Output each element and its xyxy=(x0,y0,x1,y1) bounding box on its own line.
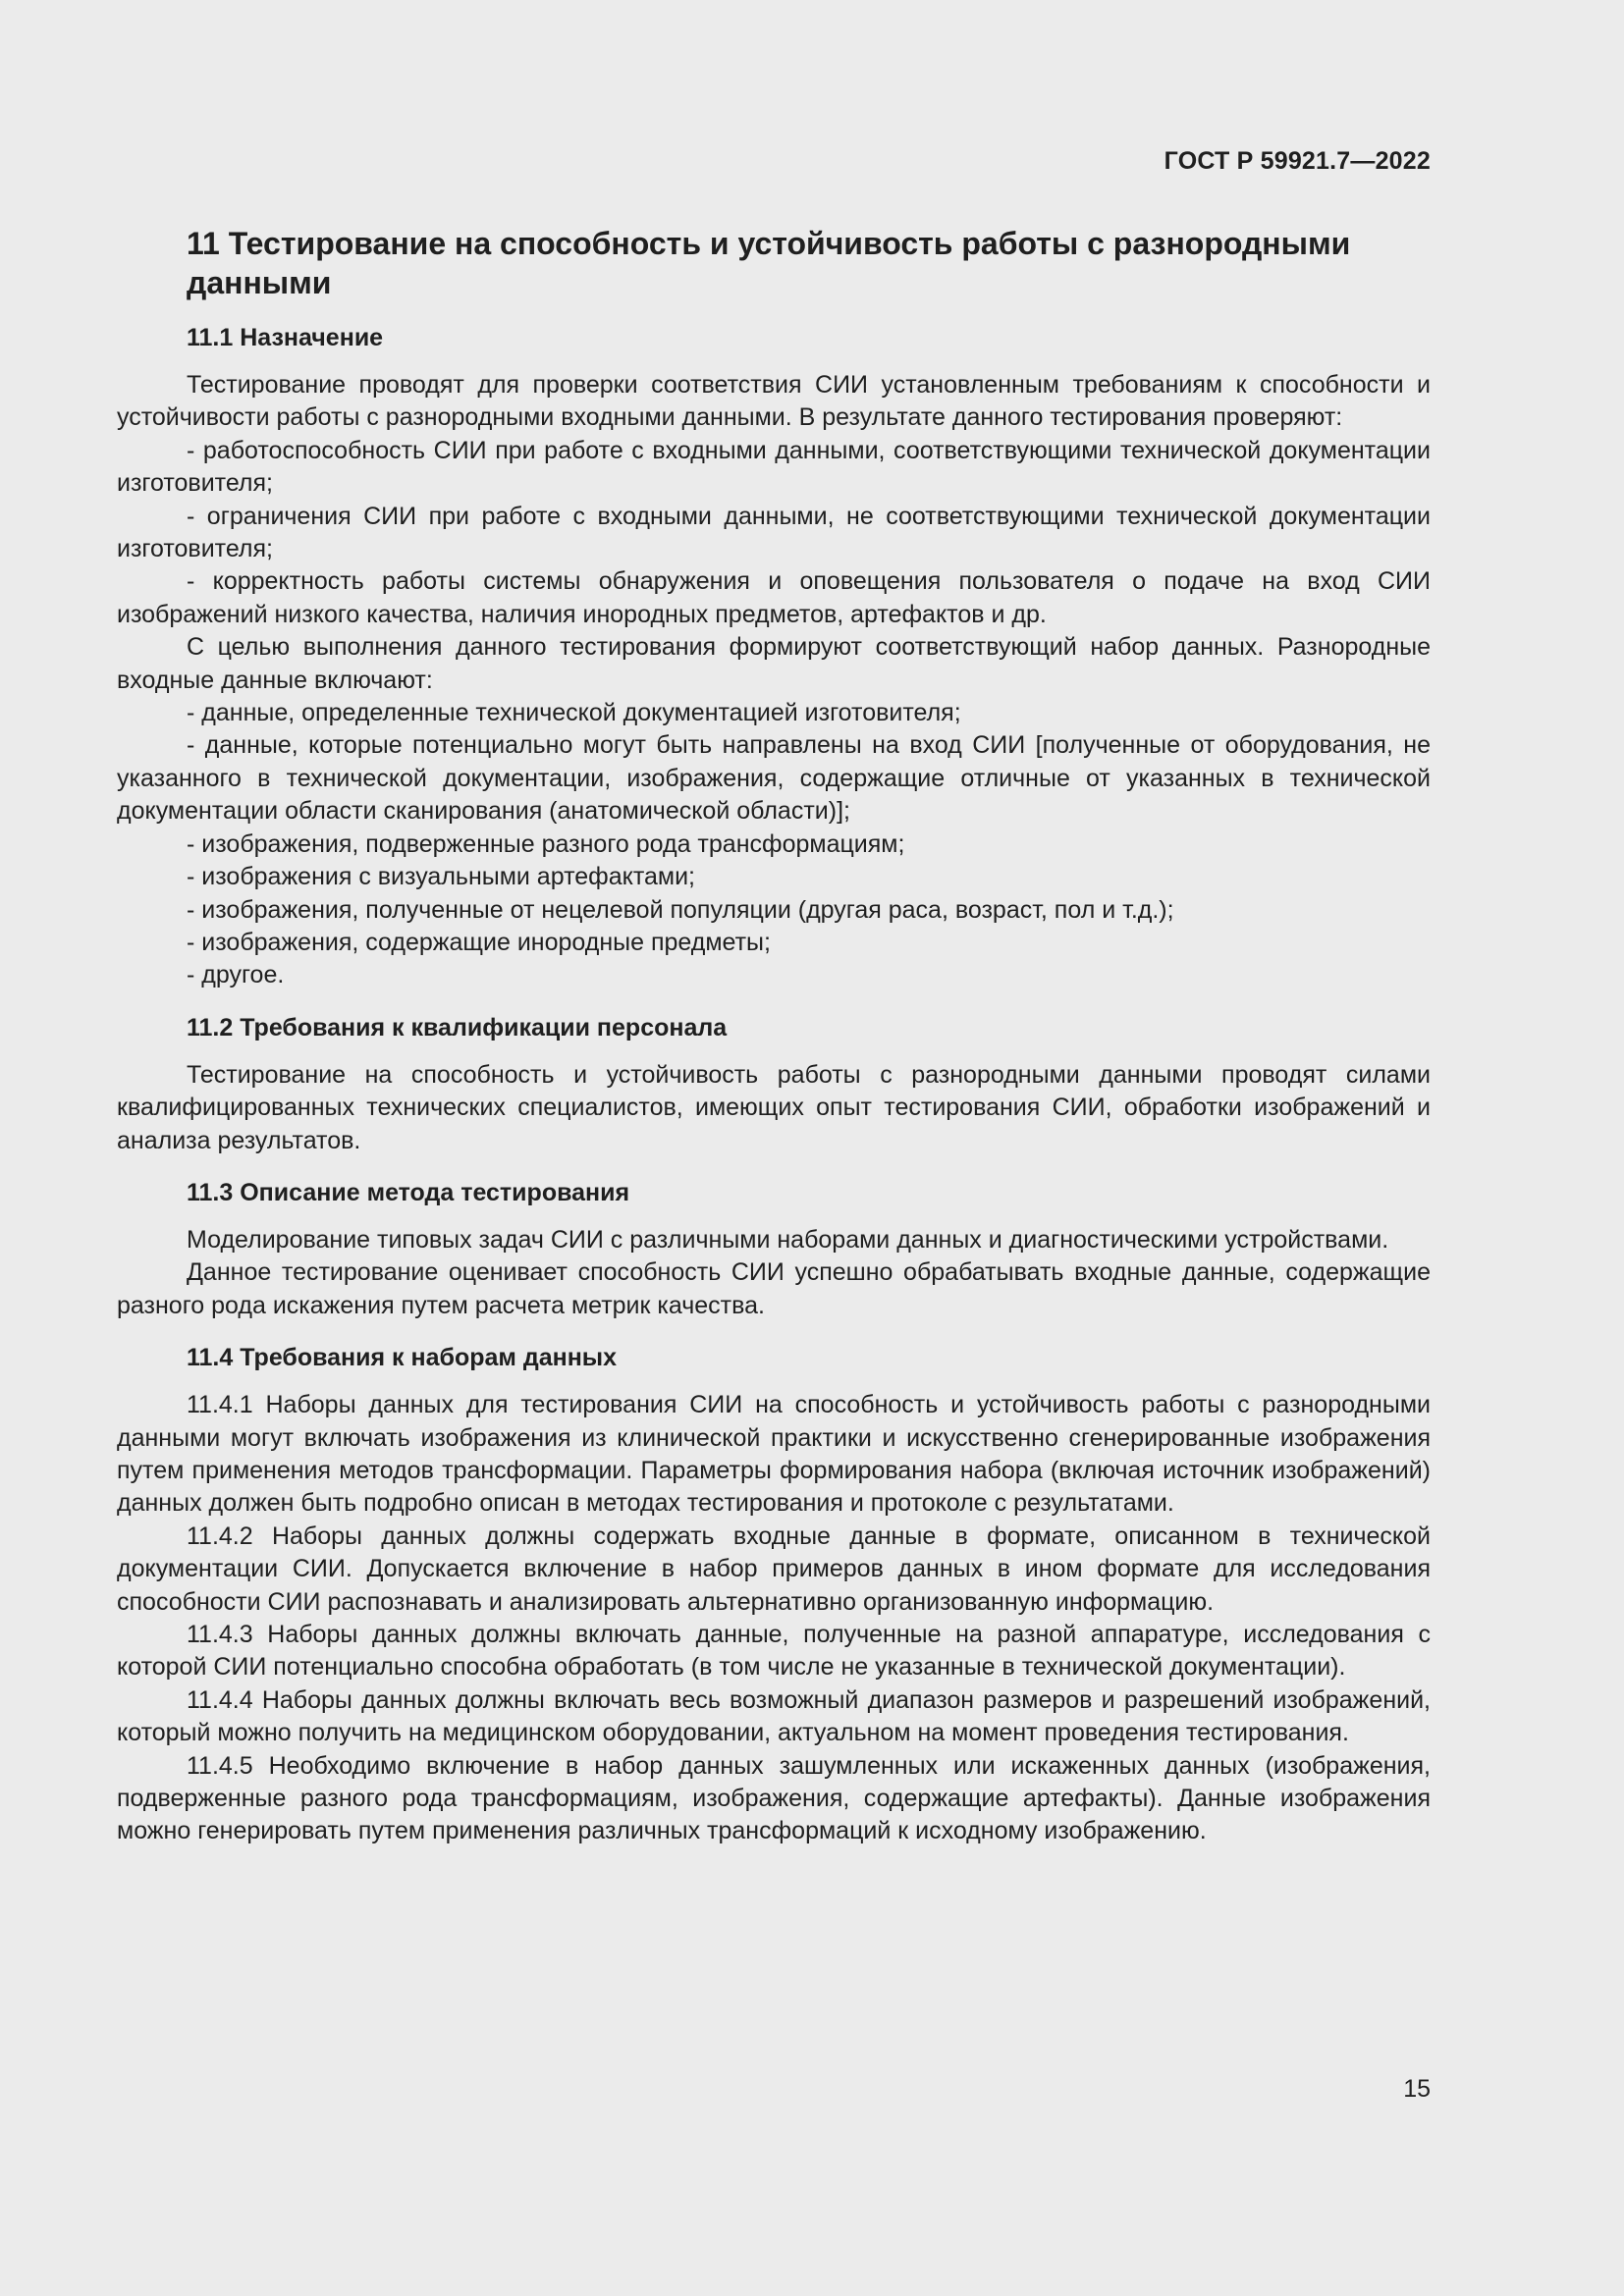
paragraph-11-1-intro: Тестирование проводят для проверки соответствия СИИ установленным требованиям к способности и устойчивости работы с разнородными входными данными. В результате данного тестирования проверяют: xyxy=(117,371,1431,432)
paragraph-11-3-1: Моделирование типовых задач СИИ с различными наборами данных и диагностическими устройствами. xyxy=(187,1225,1389,1254)
subsection-heading-11-1: 11.1 Назначение xyxy=(187,324,384,351)
paragraph-11-2: Тестирование на способность и устойчивость работы с разнородными данными проводят силами квалифицированных технических специалистов, имеющих опыт тестирования СИИ, обработки изображений и анализа результатов. xyxy=(117,1060,1431,1154)
subsection-heading-11-2: 11.2 Требования к квалификации персонала xyxy=(187,1013,728,1041)
list-item: - данные, определенные технической документацией изготовителя; xyxy=(187,699,961,727)
page-content xyxy=(117,224,1431,1848)
list-item: - другое. xyxy=(187,961,285,989)
paragraph-dataset-intro: С целью выполнения данного тестирования формируют соответствующий набор данных. Разнородные входные данные включают: xyxy=(117,633,1431,694)
paragraph-11-4-5: 11.4.5 Необходимо включение в набор данных зашумленных или искаженных данных (изображения, подверженные разного рода трансформациям, изображения, содержащие артефакты). Данные изображения можно генерировать путем применения различных трансформаций к исходному изображению. xyxy=(117,1751,1431,1845)
list-item: - ограничения СИИ при работе с входными данными, не соответствующими технической документации изготовителя; xyxy=(117,502,1431,563)
paragraph-11-4-2: 11.4.2 Наборы данных должны содержать входные данные в формате, описанном в технической документации СИИ. Допускается включение в набор примеров данных в ином формате для исследования способности СИИ распознавать и анализировать альтернативно организованную информацию. xyxy=(117,1522,1431,1616)
page-number: 15 xyxy=(1403,2075,1431,2103)
paragraph-11-4-1: 11.4.1 Наборы данных для тестирования СИИ на способность и устойчивость работы с разнородными данными могут включать изображения из клинической практики и искусственно сгенерированные изображения путем применения методов трансформации. Параметры формирования набора (включая источник изображений) данных должен быть подробно описан в методах тестирования и протоколе с результатами. xyxy=(117,1391,1431,1518)
list-item: - изображения, содержащие инородные предметы; xyxy=(187,928,771,956)
subsection-heading-11-4: 11.4 Требования к наборам данных xyxy=(187,1344,618,1372)
list-item: - изображения с визуальными артефактами; xyxy=(187,863,696,891)
list-item: - изображения, полученные от нецелевой популяции (другая раса, возраст, пол и т.д.); xyxy=(187,895,1174,924)
paragraph-11-4-4: 11.4.4 Наборы данных должны включать весь возможный диапазон размеров и разрешений изображений, который можно получить на медицинском оборудовании, актуальном на момент проведения тестирования. xyxy=(117,1685,1431,1747)
paragraph-11-4-3: 11.4.3 Наборы данных должны включать данные, полученные на разной аппаратуре, исследования с которой СИИ потенциально способна обработать (в том числе не указанные в технической документации). xyxy=(117,1621,1431,1682)
list-item: - корректность работы системы обнаружения и оповещения пользователя о подаче на вход СИИ изображений низкого качества, наличия инородных предметов, артефактов и др. xyxy=(117,567,1431,628)
list-item: - изображения, подверженные разного рода трансформациям; xyxy=(187,829,905,858)
standard-designation: ГОСТ Р 59921.7—2022 xyxy=(1164,147,1431,175)
paragraph-11-3-2: Данное тестирование оценивает способность СИИ успешно обрабатывать входные данные, содержащие разного рода искажения путем расчета метрик качества. xyxy=(117,1258,1431,1319)
list-item: - работоспособность СИИ при работе с входными данными, соответствующими технической документации изготовителя; xyxy=(117,436,1431,498)
list-item: - данные, которые потенциально могут быть направлены на вход СИИ [полученные от оборудования, не указанного в технической документации, изображения, содержащие отличные от указанных в технической документации области сканирования (анатомической области)]; xyxy=(117,731,1431,826)
subsection-heading-11-3: 11.3 Описание метода тестирования xyxy=(187,1178,630,1206)
section-title: 11 Тестирование на способность и устойчивость работы с разнородными данными xyxy=(187,226,1351,300)
